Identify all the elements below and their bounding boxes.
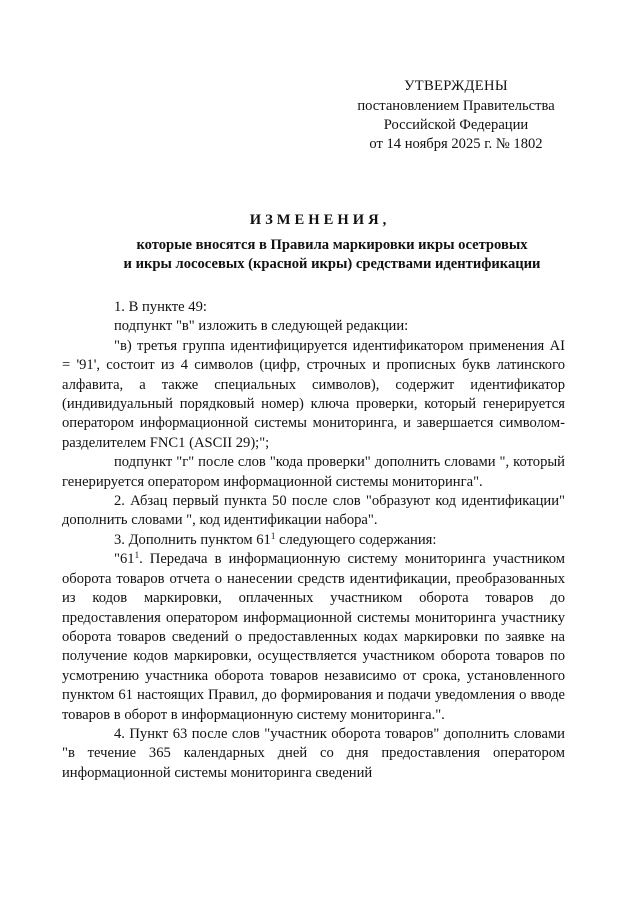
paragraph-item-3 <box>62 531 565 550</box>
item-61-superscript: 1 <box>134 550 140 561</box>
subtitle-line-2: и икры лососевых (красной икры) средствами идентификации <box>123 256 541 272</box>
paragraph-item-61-1 <box>62 550 565 725</box>
item-3-text-end: следующего содержания: <box>275 531 437 548</box>
paragraph-item-4: 4. Пункт 63 после слов "участник оборота товаров" дополнить словами "в течение 365 календарных дней со дня предоставления оператором информационной системы мониторинга сведений <box>62 725 565 781</box>
item-61-text-end: . Передача в информационную систему мониторинга участником оборота товаров отчета о нанесении средств идентификации, преобразованных из кодов маркировки, оплаченных участником оборота товаров до предоставления оператором информационной системы мониторинга участнику оборота товаров сведений о предоставленных кодах маркировки по заявке на получение кодов маркировки, осуществляется участником оборота товаров по усмотрению участника оборота товаров независимо от срока, установленного пунктом 61 настоящих Правил, до формирования и подачи уведомления о вводе товаров в оборот в информационную систему мониторинга.". <box>62 551 565 723</box>
subtitle-line-1: которые вносятся в Правила маркировки икры осетровых <box>136 237 528 253</box>
item-61-text-start: "61 <box>114 551 135 568</box>
paragraph-item-2: 2. Абзац первый пункта 50 после слов "образуют код идентификации" дополнить словами ", код идентификации набора". <box>62 493 565 529</box>
document-body <box>62 298 565 783</box>
approval-line-2: Российской Федерации <box>383 117 529 133</box>
paragraph-item-1: 1. В пункте 49: <box>114 299 207 315</box>
approval-line-1: постановлением Правительства <box>357 98 555 114</box>
paragraph-subitem-v: подпункт "в" изложить в следующей редакции: <box>114 318 409 335</box>
item-3-text-start: 3. Дополнить пунктом 61 <box>114 531 271 548</box>
document-title: ИЗМЕНЕНИЯ, <box>249 212 391 228</box>
approval-heading: УТВЕРЖДЕНЫ <box>404 78 508 94</box>
document-subtitle <box>88 236 576 274</box>
approval-block <box>340 77 572 154</box>
approval-line-3: от 14 ноября 2025 г. № 1802 <box>369 136 543 152</box>
paragraph-subitem-v-text: "в) третья группа идентифицируется идентификатором применения AI = '91', состоит из 4 символов (цифр, строчных и прописных букв латинского алфавита, а также специальных символов), содержит идентификатор (индивидуальный порядковый номер) ключа проверки, который генерируется оператором информационной системы мониторинга, и завершается символом-разделителем FNC1 (ASCII 29);"; <box>62 337 565 451</box>
paragraph-subitem-g: подпункт "г" после слов "кода проверки" дополнить словами ", который генерируется оператором информационной системы мониторинга". <box>62 454 565 490</box>
item-3-superscript: 1 <box>270 530 276 541</box>
